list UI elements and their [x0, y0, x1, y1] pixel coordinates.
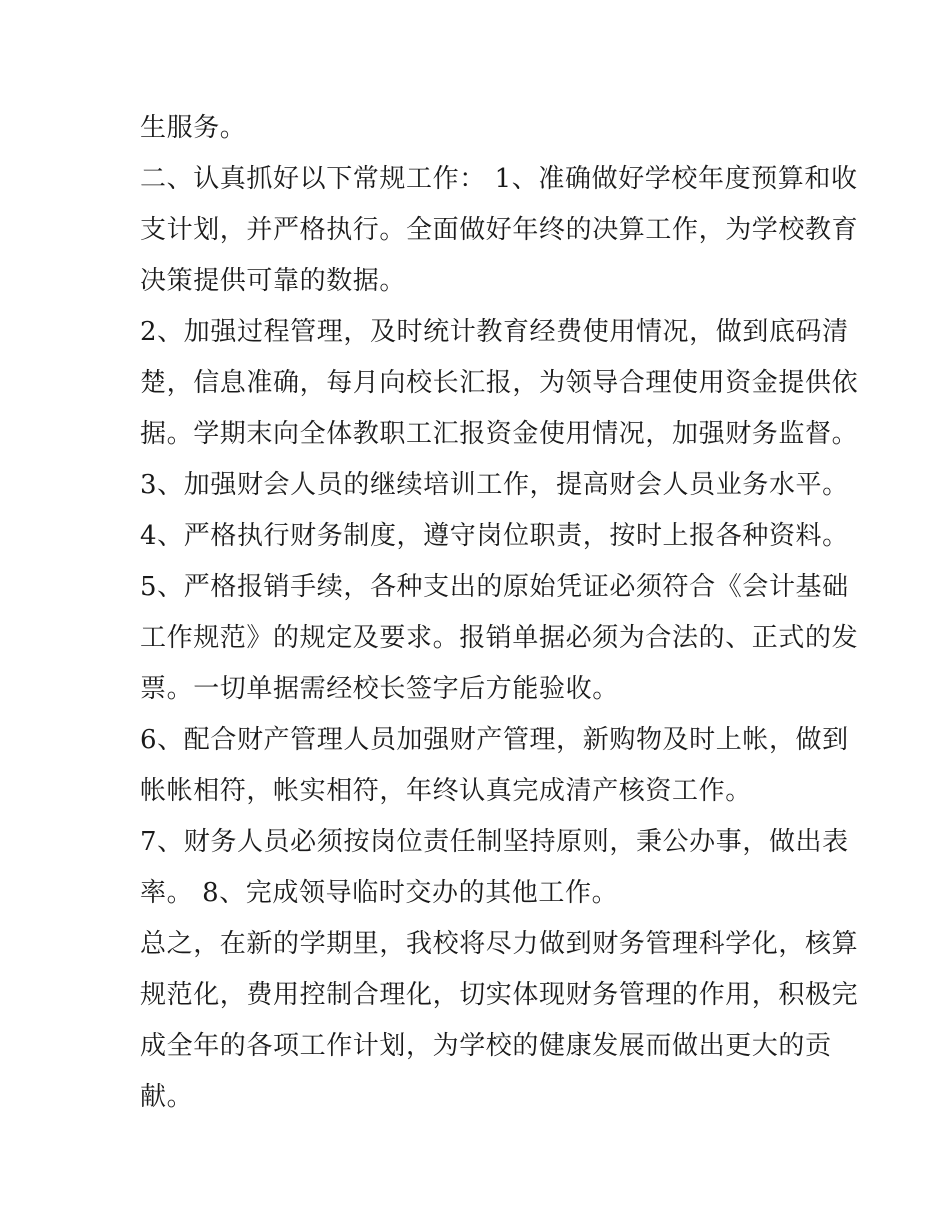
text-line: 二、认真抓好以下常规工作： 1、准确做好学校年度预算和收	[140, 164, 858, 194]
text-line: 支计划，并严格执行。全面做好年终的决算工作，为学校教育	[140, 215, 859, 245]
text-line: 总之，在新的学期里，我校将尽力做到财务管理科学化，核算	[140, 929, 859, 959]
text-line: 献。	[140, 1082, 194, 1112]
text-line: 据。学期末向全体教职工汇报资金使用情况，加强财务监督。	[140, 419, 859, 449]
text-line: 成全年的各项工作计划，为学校的健康发展而做出更大的贡	[140, 1031, 832, 1061]
text-line: 楚，信息准确，每月向校长汇报，为领导合理使用资金提供依	[140, 368, 859, 398]
text-line: 率。 8、完成领导临时交办的其他工作。	[140, 878, 619, 908]
text-line: 工作规范》的规定及要求。报销单据必须为合法的、正式的发	[140, 623, 859, 653]
text-line: 4、严格执行财务制度，遵守岗位职责，按时上报各种资料。	[140, 521, 849, 551]
text-line: 7、财务人员必须按岗位责任制坚持原则，秉公办事，做出表	[140, 827, 849, 857]
text-line: 票。一切单据需经校长签字后方能验收。	[140, 674, 619, 704]
text-line: 3、加强财会人员的继续培训工作，提高财会人员业务水平。	[140, 470, 849, 500]
text-line: 生服务。	[140, 113, 247, 143]
text-line: 5、严格报销手续，各种支出的原始凭证必须符合《会计基础	[140, 572, 849, 602]
text-line: 规范化，费用控制合理化，切实体现财务管理的作用，积极完	[140, 980, 859, 1010]
text-line: 决策提供可靠的数据。	[140, 266, 407, 296]
text-line: 帐帐相符，帐实相符，年终认真完成清产核资工作。	[140, 776, 752, 806]
text-line: 2、加强过程管理，及时统计教育经费使用情况，做到底码清	[140, 317, 849, 347]
text-line: 6、配合财产管理人员加强财产管理，新购物及时上帐，做到	[140, 725, 849, 755]
